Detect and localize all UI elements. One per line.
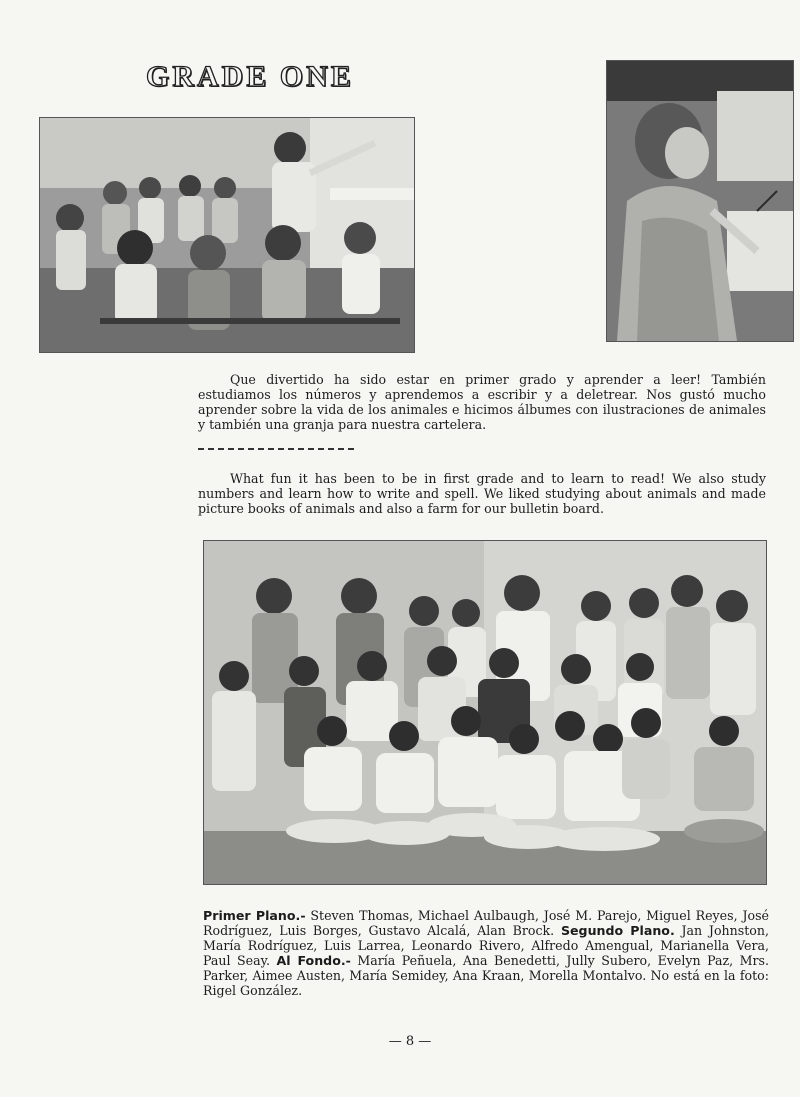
- english-paragraph: What fun it has been to be in first grade and to learn to read! We also study numbers and learn how to write and spell. We liked studying about animals and made picture books of animals and also a farm for our bulletin board.: [198, 470, 766, 516]
- page-number: — 8 —: [388, 1034, 432, 1049]
- group-photo-caption: [203, 908, 769, 998]
- front-row-names: Steven Thomas, Michael Aulbaugh, José M. Parejo, Miguel Reyes, José Rodríguez, Luis Borges, Gustavo Alcalá, Alan Brock.: [203, 907, 769, 938]
- section-divider: [198, 448, 354, 450]
- spanish-paragraph: Que divertido ha sido estar en primer grado y aprender a leer! También estudiamos los números y aprendemos a escribir y a deletrear. Nos gustó mucho aprender sobre la vida de los animales e hicimos álbumes con ilustraciones de animales y también una granja para nuestra cartelera.: [198, 371, 766, 432]
- middle-row-label: Segundo Plano.: [560, 922, 675, 938]
- class-group-drawing: [204, 541, 766, 884]
- middle-row-names: Jan Johnston, María Rodríguez, Luis Larrea, Leonardo Rivero, Alfredo Amengual, Marianella Vera, Paul Seay.: [203, 922, 769, 968]
- page-title: GRADE ONE: [146, 60, 354, 93]
- class-group-photo: [203, 540, 767, 885]
- girl-painting-drawing: [607, 61, 793, 341]
- front-row-label: Primer Plano.-: [203, 907, 306, 923]
- girl-painting-photo: [606, 60, 794, 342]
- back-row-label: Al Fondo.-: [276, 952, 351, 968]
- classroom-photo-drawing: [40, 118, 414, 352]
- classroom-photo: [39, 117, 415, 353]
- back-row-names: María Peñuela, Ana Benedetti, Jully Subero, Evelyn Paz, Mrs. Parker, Aimee Austen, María Semidey, Ana Kraan, Morella Montalvo. No está en la foto: Rigel González.: [203, 952, 769, 998]
